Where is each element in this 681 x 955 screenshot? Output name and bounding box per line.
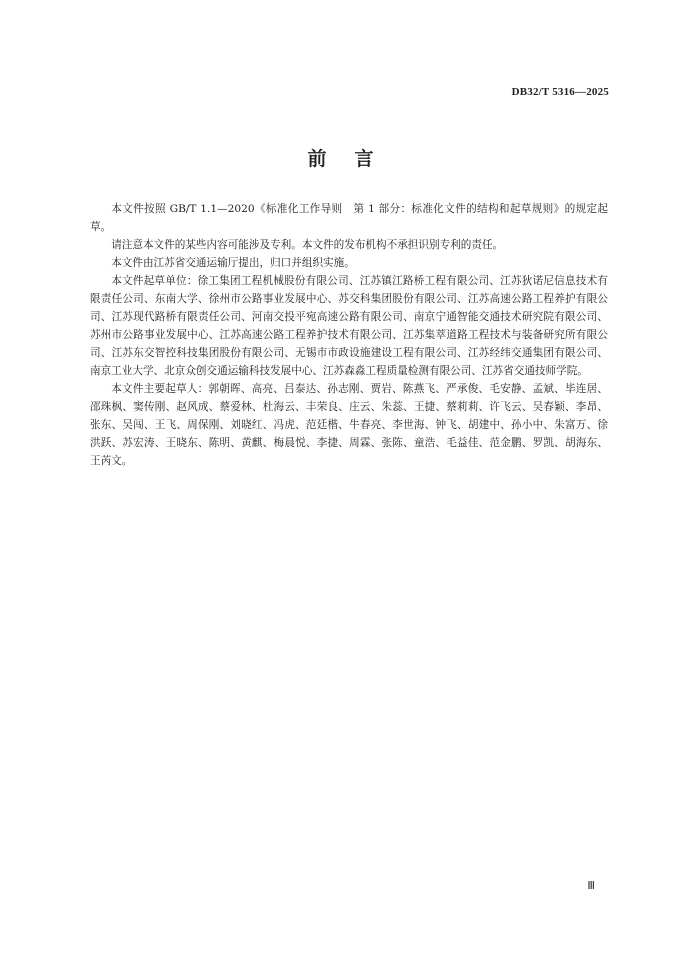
paragraph-drafting-rules: 本文件按照 GB/T 1.1—2020《标准化工作导则 第 1 部分：标准化文件的结构和起草规则》的规定起草。: [90, 203, 608, 233]
paragraph-proposer: 本文件由江苏省交通运输厅提出，归口并组织实施。: [111, 257, 355, 269]
paragraph-drafting-units: 本文件起草单位：徐工集团工程机械股份有限公司、江苏镇江路桥工程有限公司、江苏狄诺尼信息技术有限责任公司、东南大学、徐州市公路事业发展中心、苏交科集团股份有限公司、江苏高速公路工程养护有限公司、江苏现代路桥有限责任公司、河南交投平宛高速公路有限公司、南京宁通智能交通技术研究院有限公司、苏州市公路事业发展中心、江苏高速公路工程养护技术有限公司、江苏集萃道路工程技术与装备研究所有限公司、江苏东交智控科技集团股份有限公司、无锡市市政设施建设工程有限公司、江苏经纬交通集团有限公司、南京工业大学、北京众创交通运输科技发展中心、江苏森淼工程质量检测有限公司、江苏省交通技师学院。: [90, 275, 608, 377]
page-number: Ⅲ: [587, 880, 595, 892]
section-body: [90, 200, 608, 470]
section-title: 前言: [307, 148, 402, 170]
paragraph-drafters: 本文件主要起草人：郭朝晖、高亮、吕泰达、孙志刚、贾岩、陈燕飞、严承俊、毛安静、孟斌、毕连居、邵珠枫、窦传刚、赵风成、蔡爱林、杜海云、丰荣良、庄云、朱蕊、王捷、蔡莉莉、许飞云、吴春颖、李昂、张东、吴闯、王飞、周保刚、刘晓红、冯虎、范廷楷、牛春亮、李世海、钟飞、胡建中、孙小中、朱富万、徐洪跃、苏宏涛、王晓东、陈明、黄麒、梅晨悦、李捷、周霖、张陈、童浩、毛益佳、范金鹏、罗凯、胡海东、王芮文。: [90, 383, 608, 467]
paragraph-patent-notice: 请注意本文件的某些内容可能涉及专利。本文件的发布机构不承担识别专利的责任。: [111, 239, 504, 251]
document-code: DB32/T 5316—2025: [511, 86, 609, 98]
